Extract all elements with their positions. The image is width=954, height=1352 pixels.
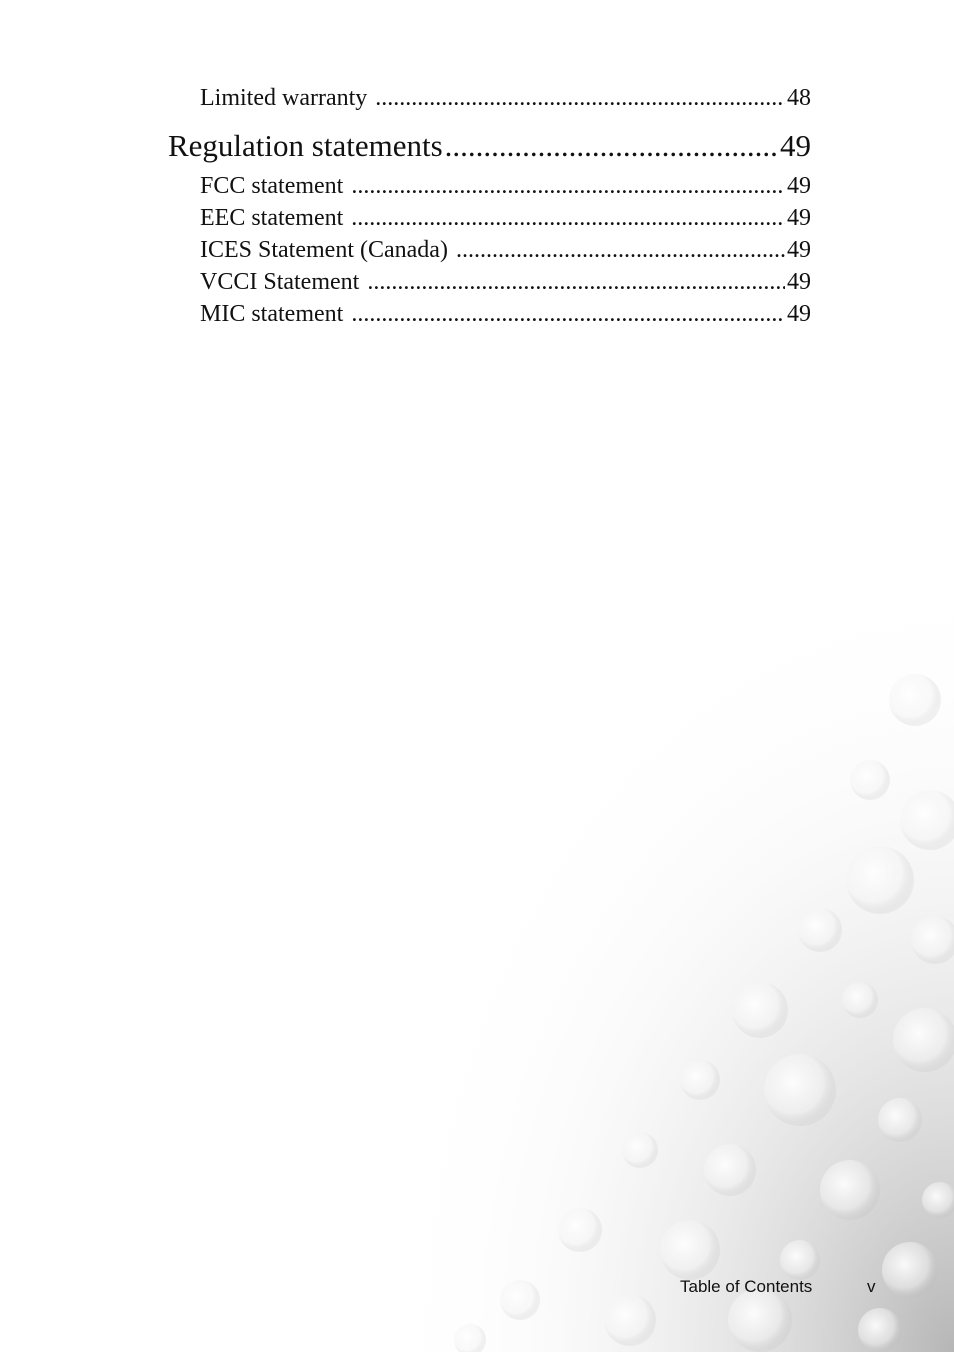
dot-leader	[456, 234, 785, 266]
toc-entry-page: 49	[787, 269, 811, 295]
toc-entry-title: MIC statement	[200, 301, 344, 327]
toc-entry-limited-warranty[interactable]	[200, 80, 811, 116]
footer-page-number: v	[867, 1277, 876, 1296]
toc-entry-page: 49	[787, 237, 811, 263]
toc-entry-fcc-statement[interactable]	[200, 170, 811, 202]
page-footer	[680, 1277, 876, 1297]
toc-entry-page: 49	[787, 301, 811, 327]
toc-entry-title: VCCI Statement	[200, 269, 360, 295]
table-of-contents	[168, 80, 811, 330]
dot-leader	[445, 122, 778, 170]
toc-entry-eec-statement[interactable]	[200, 202, 811, 234]
toc-entry-mic-statement[interactable]	[200, 298, 811, 330]
footer-section-title: Table of Contents	[680, 1277, 813, 1296]
dot-leader	[351, 170, 785, 202]
toc-entry-ices-statement[interactable]	[200, 234, 811, 266]
toc-chapter-title: Regulation statements	[168, 128, 443, 163]
dot-leader	[351, 202, 785, 234]
dot-leader	[367, 266, 785, 298]
toc-entry-title: FCC statement	[200, 173, 344, 199]
toc-entry-page: 49	[787, 173, 811, 199]
dot-leader	[375, 80, 785, 116]
toc-entry-title: Limited warranty	[200, 85, 368, 111]
toc-entry-page: 49	[787, 205, 811, 231]
toc-entry-vcci-statement[interactable]	[200, 266, 811, 298]
toc-entry-title: ICES Statement (Canada)	[200, 237, 448, 263]
toc-entry-regulation-statements[interactable]	[168, 122, 811, 170]
toc-entry-title: EEC statement	[200, 205, 344, 231]
toc-entry-page: 48	[787, 85, 811, 111]
toc-chapter-page: 49	[780, 128, 811, 163]
dot-leader	[351, 298, 785, 330]
